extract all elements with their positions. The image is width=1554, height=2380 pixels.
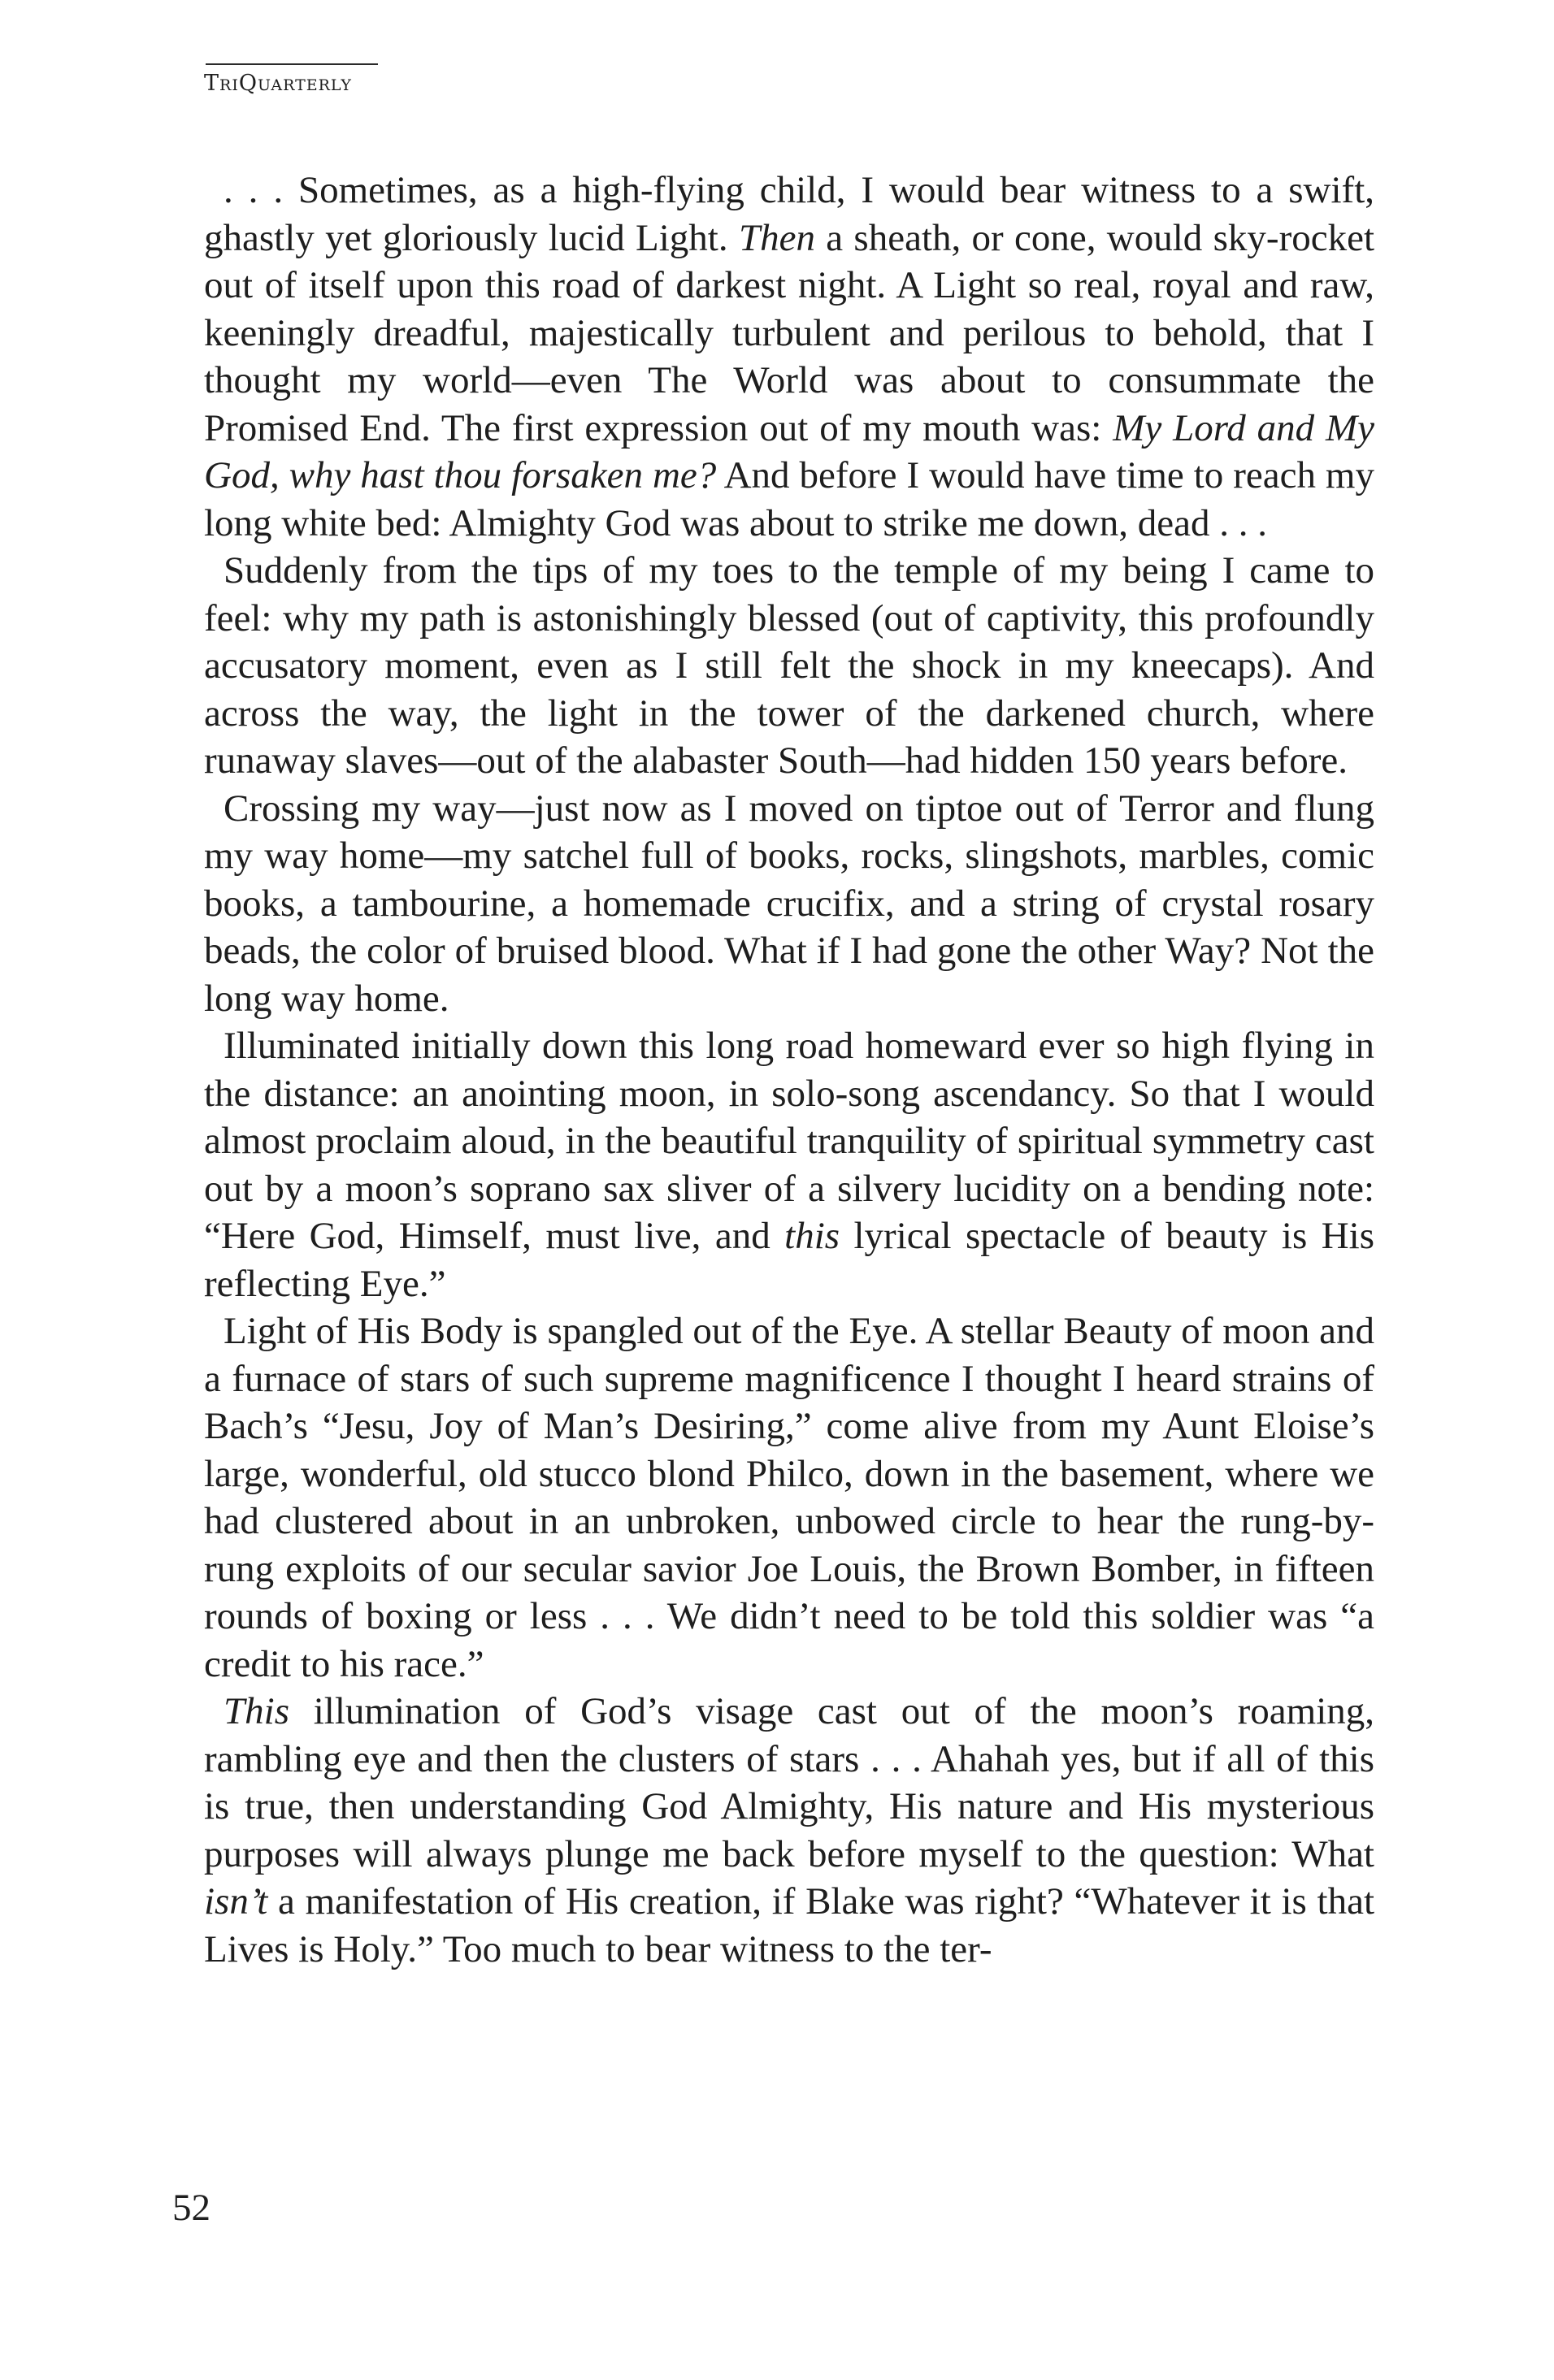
paragraph-6-italic-this: This — [224, 1690, 289, 1732]
paragraph-1-italic-quote: My Lord and My God, why hast thou forsaken me? — [204, 406, 1375, 496]
paragraph-1-italic-then: Then — [738, 216, 815, 259]
paragraph-3: Crossing my way—just now as I moved on tiptoe out of Terror and flung my way home—my satchel full of books, rocks, slingshots, marbles, comic books, a tambourine, a homemade crucifix, and a string of crystal rosary beads, the color of bruised blood. What if I had gone the other Way? Not the long way home. — [204, 787, 1374, 1020]
paragraph-6-text-b: illumination of God’s visage cast out of the moon’s roaming, rambling eye and then the clusters of stars . . . Ahahah yes, but if all of this is true, then understanding God Almighty, His nature and His mysterious purposes will always plunge me back before myself to the question: What — [204, 1690, 1374, 1875]
running-head-rule — [206, 63, 378, 65]
paragraph-4-text-c: lyrical spectacle of beauty is His reflecting Eye.” — [204, 1215, 1374, 1305]
running-head — [204, 72, 380, 96]
paragraph-1-text-e: And before I would have time to reach my long white bed: Almighty God was about to strike me down, dead . . . — [204, 454, 1374, 544]
paragraph-1-text-a: . . . Sometimes, as a high-flying child, I would bear witness to a swift, ghastly yet gloriously lucid Light. — [204, 169, 1374, 259]
paragraph-6-text-d: a manifestation of His creation, if Blake was right? “Whatever it is that Lives is Holy.” Too much to bear witness to the ter- — [204, 1880, 1374, 1970]
page-number: 52 — [172, 2187, 211, 2229]
journal-name: TriQuarterly — [204, 71, 352, 96]
body-text — [204, 167, 1374, 1973]
paragraph-4 — [204, 1022, 1374, 1307]
paragraph-2: Suddenly from the tips of my toes to the temple of my being I came to feel: why my path is astonishingly blessed (out of captivity, this profoundly accusatory moment, even as I still felt the shock in my kneecaps). And across the way, the light in the tower of the darkened church, where runaway slaves—out of the alabaster South—had hidden 150 years before. — [204, 549, 1374, 782]
paragraph-5: Light of His Body is spangled out of the Eye. A stellar Beauty of moon and a furnace of stars of such supreme magnificence I thought I heard strains of Bach’s “Jesu, Joy of Man’s Desiring,” come alive from my Aunt Eloise’s large, wonderful, old stucco blond Philco, down in the basement, where we had clustered about in an unbroken, unbowed circle to hear the rung-by-rung exploits of our secular savior Joe Louis, the Brown Bomber, in fifteen rounds of boxing or less . . . We didn’t need to be told this soldier was “a credit to his race.” — [204, 1310, 1374, 1685]
paragraph-1-text-c: a sheath, or cone, would sky-rocket out of itself upon this road of darkest night. A Light so real, royal and raw, keeningly dreadful, majestically turbulent and perilous to behold, that I thought my world—even The World was about to consummate the Promised End. The first expression out of my mouth was: — [204, 216, 1374, 449]
paragraph-4-text-a: Illuminated initially down this long road homeward ever so high flying in the distance: an anointing moon, in solo-song ascendancy. So that I would almost proclaim aloud, in the beautiful tranquility of spiritual symmetry cast out by a moon’s soprano sax sliver of a silvery lucidity on a bending note: “Here God, Himself, must live, and — [204, 1025, 1374, 1257]
paragraph-6 — [204, 1688, 1374, 1973]
paragraph-1 — [204, 167, 1374, 547]
paragraph-4-italic-this: this — [784, 1215, 840, 1257]
paragraph-6-italic-isnt: isn’t — [204, 1880, 268, 1923]
